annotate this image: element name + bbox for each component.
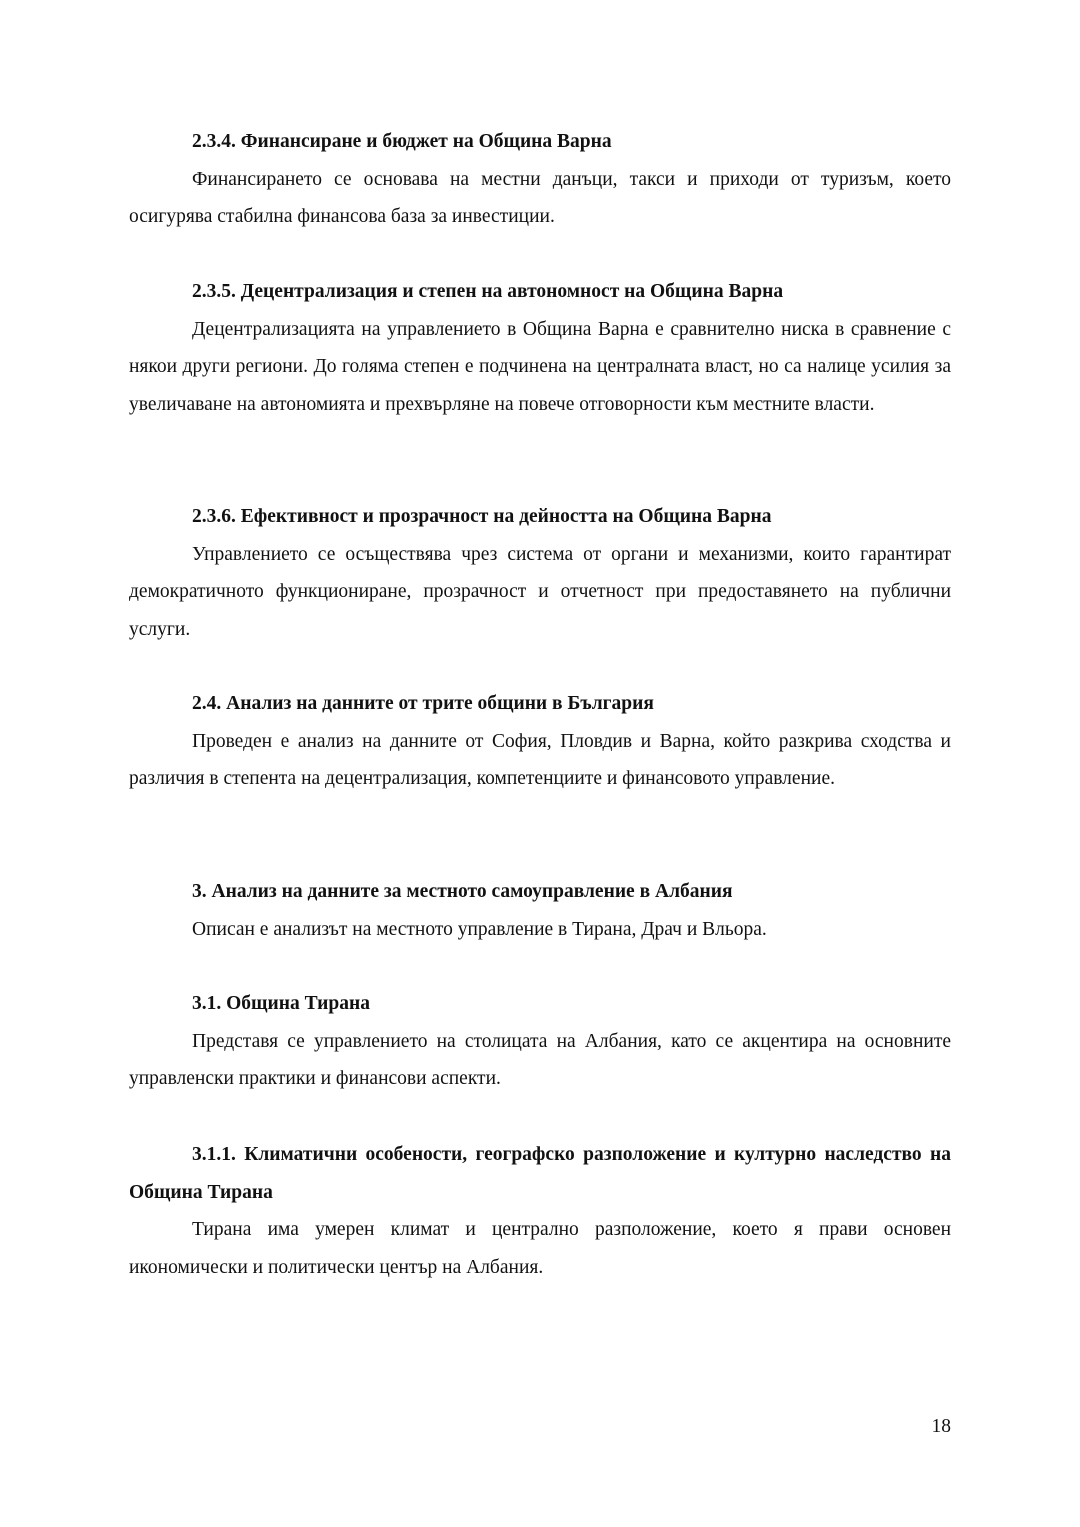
section-paragraph: Тирана има умерен климат и централно разположение, което я прави основен икономически и политически център на Албания.: [129, 1219, 951, 1278]
section-heading: 3.1. Община Тирана: [192, 993, 370, 1014]
section-paragraph: Децентрализацията на управлението в Община Варна е сравнително ниска в сравнение с някои други региони. До голяма степен е подчинена на централната власт, но са налице усилия за увеличаване на автономията и прехвърляне на повече отговорности към местните власти.: [129, 318, 951, 415]
section-paragraph: Представя се управлението на столицата на Албания, като се акцентира на основните управленски практики и финансови аспекти.: [129, 1030, 951, 1089]
section-heading: 2.3.4. Финансиране и бюджет на Община Варна: [192, 131, 612, 152]
section-3: [129, 873, 951, 948]
section-paragraph: Описан е анализът на местното управление в Тирана, Драч и Вльора.: [192, 918, 767, 940]
page-number: 18: [931, 1416, 951, 1437]
section-2-3-5: [129, 273, 951, 423]
section-3-1-1: [129, 1136, 951, 1286]
section-paragraph: Управлението се осъществява чрез система от органи и механизми, които гарантират демократичното функциониране, прозрачност и отчетност при предоставянето на публични услуги.: [129, 543, 951, 640]
section-heading: 2.4. Анализ на данните от трите общини в България: [192, 693, 654, 714]
section-heading: 3.1.1. Климатични особености, географско разположение и културно наследство на Община Тирана: [129, 1144, 951, 1203]
section-2-3-4: [129, 123, 951, 236]
section-heading: 2.3.6. Ефективност и прозрачност на дейността на Община Варна: [192, 506, 772, 527]
section-paragraph: Финансирането се основава на местни данъци, такси и приходи от туризъм, което осигурява стабилна финансова база за инвестиции.: [129, 168, 951, 227]
section-paragraph: Проведен е анализ на данните от София, Пловдив и Варна, който разкрива сходства и различия в степента на децентрализация, компетенциите и финансовото управление.: [129, 730, 951, 789]
section-2-4: [129, 685, 951, 798]
section-2-3-6: [129, 498, 951, 648]
section-3-1: [129, 985, 951, 1098]
section-heading: 3. Анализ на данните за местното самоуправление в Албания: [192, 881, 733, 902]
section-heading: 2.3.5. Децентрализация и степен на автономност на Община Варна: [192, 281, 784, 302]
